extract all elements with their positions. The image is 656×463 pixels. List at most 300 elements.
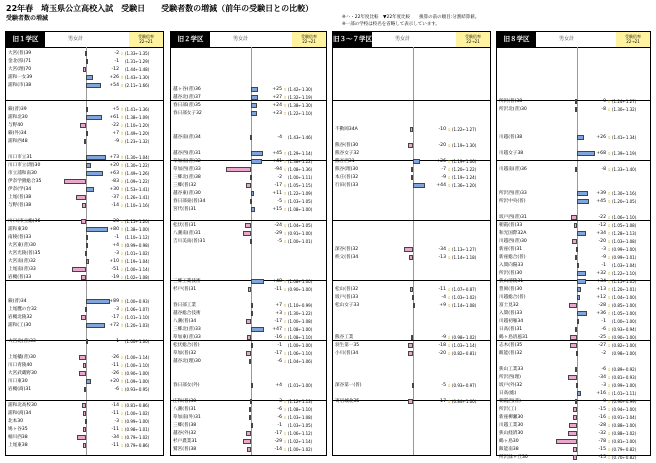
- school-name: 大宮南(普)32: [8, 259, 36, 264]
- change-bar: [413, 303, 415, 308]
- table-row: [6, 314, 163, 321]
- trend-arrow-icon: ⇧: [120, 107, 124, 112]
- table-row: [171, 238, 326, 245]
- table-row: [171, 334, 326, 341]
- table-row: [171, 350, 326, 357]
- column-header: [497, 32, 650, 48]
- school-name: 新座総合(普): [499, 255, 526, 260]
- rate-value: (1.22←1.10): [288, 111, 313, 116]
- rate-value: (1.53←1.41): [125, 187, 150, 192]
- change-bar: [575, 99, 577, 104]
- school-name: 金北(県)71: [8, 59, 32, 64]
- table-row: [6, 66, 163, 73]
- trend-arrow-icon: ⇧: [607, 295, 611, 300]
- change-bar: [84, 139, 86, 144]
- school-name: 所沢西(理): [499, 375, 521, 380]
- page-title: 22年春 埼玉県公立高校入試 受験日 受験者数の増減（前年の受験日との比較）: [6, 4, 314, 13]
- table-row: [497, 438, 650, 445]
- table-row: [171, 438, 326, 445]
- table-row: [171, 414, 326, 421]
- change-bar: [575, 367, 577, 372]
- school-name: 浦和一女39: [8, 75, 33, 80]
- change-bar: [81, 275, 86, 280]
- table-row: [6, 274, 163, 281]
- rate-value: (1.05←1.08): [612, 223, 637, 228]
- rate-value: (1.00←1.01): [288, 239, 313, 244]
- change-value: -20: [438, 351, 446, 356]
- rate-value: (1.19←1.30): [452, 143, 477, 148]
- change-value: -10: [438, 127, 446, 132]
- change-value: -12: [598, 223, 606, 228]
- change-value: +3: [275, 311, 282, 316]
- change-value: +13: [596, 287, 606, 292]
- change-value: -12: [111, 67, 119, 72]
- rate-value: (0.82←1.00): [612, 343, 637, 348]
- trend-arrow-icon: ⇩: [607, 431, 611, 436]
- rate-value: (1.01←1.10): [125, 315, 150, 320]
- school-name: 深谷(普)32: [335, 247, 359, 252]
- school-name: 小川(普)34: [335, 351, 359, 356]
- change-bar: [86, 339, 88, 344]
- rate-value: (1.03←1.14): [452, 343, 477, 348]
- school-name: 川越(普)38: [499, 135, 523, 140]
- school-name: 川越西(普)30: [499, 239, 527, 244]
- change-bar: [76, 195, 86, 200]
- rate-value: (1.20←1.22): [452, 167, 477, 172]
- trend-arrow-icon: ⇩: [607, 383, 611, 388]
- change-bar: [573, 407, 577, 412]
- table-row: [333, 294, 490, 301]
- change-bar: [404, 247, 413, 252]
- change-bar: [247, 447, 251, 452]
- rate-value: (0.89←0.92): [612, 367, 637, 372]
- table-row: [333, 246, 490, 253]
- trend-arrow-icon: ⇧: [607, 287, 611, 292]
- rate-value: (0.99←1.00): [612, 383, 637, 388]
- table-row: [497, 374, 650, 381]
- school-name: 与野40: [8, 123, 24, 128]
- rate-value: (1.10←1.16): [125, 203, 150, 208]
- rate-value: (0.70←0.82): [612, 455, 637, 460]
- rate-value: (1.08←1.00): [288, 327, 313, 332]
- change-value: -51: [111, 267, 119, 272]
- change-value: -25: [598, 335, 606, 340]
- change-bar: [86, 131, 88, 136]
- rate-value: (1.00←1.14): [125, 267, 150, 272]
- rate-value: (1.00←1.00): [125, 339, 150, 344]
- table-row: [171, 182, 326, 189]
- school-name: 入間(普)33: [499, 311, 523, 316]
- table-row: [6, 418, 163, 425]
- table-row: [6, 226, 163, 233]
- table-row: [171, 174, 326, 181]
- rate-value: (0.99←1.01): [612, 255, 637, 260]
- table-row: [171, 430, 326, 437]
- table-row: [6, 266, 163, 273]
- change-value: +23: [272, 111, 282, 116]
- trend-arrow-icon: ⇩: [447, 167, 451, 172]
- rate-value: (1.00←1.00): [612, 319, 637, 324]
- change-value: +26: [596, 135, 606, 140]
- rate-value: (1.26←1.41): [125, 195, 150, 200]
- table-row: [6, 82, 163, 89]
- change-value: -22: [111, 123, 119, 128]
- rate-value: (0.91←1.00): [288, 231, 313, 236]
- change-bar: [251, 111, 257, 116]
- table-row: [497, 318, 650, 325]
- change-value: -78: [598, 439, 606, 444]
- district-name: 旧１学区: [6, 32, 45, 47]
- trend-arrow-icon: ⇩: [447, 399, 451, 404]
- school-name: 熊谷西31: [335, 159, 355, 164]
- change-bar: [575, 399, 577, 404]
- table-row: [171, 222, 326, 229]
- change-bar: [249, 359, 251, 364]
- change-value: +41: [272, 159, 282, 164]
- rate-value: (0.98←1.02): [452, 335, 477, 340]
- table-row: [171, 206, 326, 213]
- rate-value: (1.41←1.36): [125, 107, 150, 112]
- district-column: [5, 31, 164, 456]
- trend-arrow-icon: ⇧: [283, 159, 287, 164]
- table-row: [171, 358, 326, 365]
- change-value: -32: [598, 431, 606, 436]
- trend-arrow-icon: ⇩: [283, 223, 287, 228]
- trend-arrow-icon: ⇩: [120, 419, 124, 424]
- change-value: +68: [596, 151, 606, 156]
- trend-arrow-icon: ⇧: [120, 187, 124, 192]
- trend-arrow-icon: ⇧: [283, 103, 287, 108]
- change-value: -4: [441, 295, 446, 300]
- change-value: -20: [438, 143, 446, 148]
- change-value: -1: [601, 263, 606, 268]
- rate-value: (1.28←1.13): [612, 231, 637, 236]
- school-name: 川越女子38: [499, 151, 524, 156]
- trend-arrow-icon: ⇧: [607, 311, 611, 316]
- change-value: -27: [598, 343, 606, 348]
- school-name: 浦和北高校30: [8, 403, 37, 408]
- change-value: +61: [109, 115, 119, 120]
- change-bar: [251, 343, 253, 348]
- table-row: [171, 230, 326, 237]
- note-line-1: ※ハ・22年度比較 ▼22年度比較 換算の前の順目:分割結算値。: [342, 15, 480, 20]
- change-bar: [410, 127, 413, 132]
- school-name: 越谷北(理)30: [173, 359, 201, 364]
- school-name: 坂戸西(普)31: [499, 215, 527, 220]
- change-value: -2: [114, 51, 119, 56]
- trend-arrow-icon: ⇩: [447, 127, 451, 132]
- table-row: [171, 86, 326, 93]
- change-value: -15: [598, 455, 606, 460]
- school-name: 所沢(工): [499, 407, 517, 412]
- change-bar: [408, 143, 413, 148]
- school-name: 春日部東(普)34: [173, 199, 206, 204]
- table-row: [6, 378, 163, 385]
- column-header: [171, 32, 326, 48]
- trend-arrow-icon: ⇩: [283, 231, 287, 236]
- table-row: [497, 222, 650, 229]
- trend-arrow-icon: ⇩: [120, 179, 124, 184]
- change-bar: [86, 379, 91, 384]
- school-name: 熊谷(普)30: [335, 143, 359, 148]
- trend-arrow-icon: ⇧: [283, 327, 287, 332]
- rate-value: (0.99←1.00): [612, 247, 637, 252]
- school-name: 越谷西(普)31: [173, 151, 201, 156]
- change-value: -13: [438, 255, 446, 260]
- change-value: +15: [272, 207, 282, 212]
- trend-arrow-icon: ⇩: [120, 267, 124, 272]
- change-value: +4: [275, 383, 282, 388]
- rate-value: (0.82←0.81): [452, 351, 477, 356]
- school-name: 越谷(外)32: [173, 431, 197, 436]
- change-value: -3: [114, 307, 119, 312]
- district-column: [332, 31, 491, 456]
- school-name: 所沢(普)38: [499, 99, 523, 104]
- rate-value: (1.00←1.02): [125, 411, 150, 416]
- rate-value: (1.09←1.00): [125, 379, 150, 384]
- change-value: -26: [111, 355, 119, 360]
- trend-arrow-icon: ⇩: [447, 335, 451, 340]
- trend-arrow-icon: ⇩: [120, 403, 124, 408]
- trend-arrow-icon: ⇩: [283, 407, 287, 412]
- table-row: [171, 286, 326, 293]
- rate-value: (1.14←1.18): [452, 255, 477, 260]
- table-row: [171, 190, 326, 197]
- table-row: [171, 302, 326, 309]
- school-name: 所沢(普)30: [499, 271, 523, 276]
- change-value: +20: [109, 379, 119, 384]
- table-row: [171, 422, 326, 429]
- change-value: -29: [274, 439, 282, 444]
- rate-value: (0.99←1.00): [125, 419, 150, 424]
- rate-value: (0.88←1.02): [612, 431, 637, 436]
- group-divider: [497, 160, 650, 161]
- trend-arrow-icon: ⇩: [120, 123, 124, 128]
- change-value: -11: [111, 363, 119, 368]
- rate-value: (0.90←1.00): [125, 371, 150, 376]
- table-row: [171, 166, 326, 173]
- school-name: 飯能(普)32: [499, 351, 523, 356]
- rate-value: (0.91←1.04): [612, 415, 637, 420]
- change-value: -83: [111, 179, 119, 184]
- change-value: +26: [436, 159, 446, 164]
- school-name: 大宮北(普)33: [8, 339, 36, 344]
- change-value: -9: [441, 175, 446, 180]
- change-value: -5: [277, 239, 282, 244]
- change-value: -34: [438, 247, 446, 252]
- trend-arrow-icon: ⇩: [283, 167, 287, 172]
- gender-label: 男女計: [233, 36, 249, 42]
- change-bar: [572, 239, 577, 244]
- rate-value: (1.30←1.32): [612, 107, 637, 112]
- rate-value: (1.10←0.99): [288, 303, 313, 308]
- table-row: [497, 246, 650, 253]
- trend-arrow-icon: ⇩: [607, 223, 611, 228]
- change-value: -11: [111, 443, 119, 448]
- table-row: [333, 150, 490, 157]
- trend-arrow-icon: ⇧: [283, 279, 287, 284]
- table-row: [171, 158, 326, 165]
- change-value: +26: [109, 75, 119, 80]
- rate-value: (1.00←1.14): [125, 355, 150, 360]
- trend-arrow-icon: ⇧: [120, 299, 124, 304]
- table-row: [333, 302, 490, 309]
- change-bar: [81, 219, 86, 224]
- change-value: -6: [277, 407, 282, 412]
- school-name: 越谷東(普)30: [173, 191, 201, 196]
- school-name: 八潮(普)31: [173, 407, 197, 412]
- trend-arrow-icon: ⇩: [120, 275, 124, 280]
- table-row: [497, 238, 650, 245]
- school-name: 蕨(外)34: [8, 131, 27, 136]
- rate-value: (1.30←1.16): [612, 191, 637, 196]
- change-bar: [577, 391, 581, 396]
- rate-value: (1.20←1.01): [612, 287, 637, 292]
- table-row: [171, 310, 326, 317]
- table-row: [497, 414, 650, 421]
- rate-value: (1.03←1.08): [288, 415, 313, 420]
- school-name: 鶴ヶ島30: [499, 439, 519, 444]
- school-name: 越谷南(普)34: [173, 135, 201, 140]
- trend-arrow-icon: ⇩: [283, 351, 287, 356]
- school-name: 伊奈(学)34: [8, 187, 32, 192]
- school-name: 本庄(普)32: [335, 175, 359, 180]
- change-value: -17: [274, 183, 282, 188]
- school-name: 草加南(普)32: [173, 159, 201, 164]
- trend-arrow-icon: ⇧: [120, 379, 124, 384]
- table-row: [6, 426, 163, 433]
- school-name: 川口青陵40: [8, 363, 33, 368]
- change-value: +73: [109, 155, 119, 160]
- school-name: 川越初雁34: [499, 319, 524, 324]
- trend-arrow-icon: ⇧: [283, 311, 287, 316]
- rate-value: (1.12←1.13): [288, 399, 313, 404]
- rate-header: 受験倍率 22→21: [292, 32, 326, 47]
- rate-value: (1.38←1.30): [288, 103, 313, 108]
- school-name: 坂戸(普)33: [335, 295, 359, 300]
- table-row: [333, 254, 490, 261]
- trend-arrow-icon: ⇩: [120, 363, 124, 368]
- trend-arrow-icon: ⇩: [607, 343, 611, 348]
- change-value: +34: [596, 231, 606, 236]
- school-name: 伊奈学園総合35: [8, 179, 42, 184]
- change-value: -16: [598, 415, 606, 420]
- change-bar: [577, 319, 579, 324]
- change-value: -28: [598, 423, 606, 428]
- change-value: -17: [274, 351, 282, 356]
- change-bar: [411, 175, 413, 180]
- change-value: -28: [598, 303, 606, 308]
- trend-arrow-icon: ⇩: [120, 315, 124, 320]
- school-name: 三郷(普)32: [173, 183, 197, 188]
- change-bar: [250, 399, 252, 404]
- school-name: 川越南(普)36: [499, 167, 527, 172]
- table-row: [497, 430, 650, 437]
- school-name: 坂戸(外)32: [499, 383, 523, 388]
- change-value: -15: [598, 407, 606, 412]
- school-name: 川口(市立総)36: [8, 219, 41, 224]
- school-name: 富士見32: [499, 303, 519, 308]
- trend-arrow-icon: ⇩: [447, 143, 451, 148]
- change-bar: [577, 295, 580, 300]
- school-name: 浦和(商)34: [8, 411, 32, 416]
- trend-arrow-icon: ⇩: [283, 335, 287, 340]
- rate-value: (1.03←1.08): [612, 239, 637, 244]
- rate-value: (1.30←1.22): [125, 163, 150, 168]
- school-name: 羽生第一35: [335, 343, 360, 348]
- rate-value: (1.38←1.00): [125, 227, 150, 232]
- trend-arrow-icon: ⇩: [607, 407, 611, 412]
- school-name: 朝霞(普)33: [499, 223, 523, 228]
- change-value: +11: [272, 191, 282, 196]
- change-bar: [86, 187, 94, 192]
- trend-arrow-icon: ⇧: [607, 391, 611, 396]
- table-row: [497, 422, 650, 429]
- change-value: -11: [111, 411, 119, 416]
- school-name: 宮代(普)31: [173, 207, 197, 212]
- table-row: [6, 322, 163, 329]
- change-value: +48: [272, 279, 282, 284]
- change-value: +47: [272, 327, 282, 332]
- school-name: 川口市立(理)30: [8, 163, 41, 168]
- table-row: [497, 334, 650, 341]
- trend-arrow-icon: ⇩: [120, 355, 124, 360]
- change-value: -17: [274, 319, 282, 324]
- change-bar: [86, 107, 88, 112]
- table-row: [6, 410, 163, 417]
- change-bar: [251, 303, 253, 308]
- change-value: -9: [114, 139, 119, 144]
- school-name: 杉戸(普)31: [173, 287, 197, 292]
- rate-value: (0.90←1.00): [612, 335, 637, 340]
- rate-value: (1.20←1.05): [612, 199, 637, 204]
- rate-value: (0.90←1.00): [288, 287, 313, 292]
- change-bar: [86, 75, 93, 80]
- change-bar: [412, 295, 414, 300]
- trend-arrow-icon: ⇩: [283, 319, 287, 324]
- change-value: -7: [441, 167, 446, 172]
- change-bar: [86, 235, 88, 240]
- rate-value: (1.20←1.03): [125, 323, 150, 328]
- trend-arrow-icon: ⇩: [283, 399, 287, 404]
- table-row: [171, 446, 326, 453]
- trend-arrow-icon: ⇩: [283, 439, 287, 444]
- rate-value: (1.31←1.29): [125, 59, 150, 64]
- school-name: 松山女子33: [335, 303, 360, 308]
- trend-arrow-icon: ⇧: [120, 83, 124, 88]
- school-name: 春日部工業: [173, 303, 196, 308]
- trend-arrow-icon: ⇩: [283, 183, 287, 188]
- change-value: +45: [596, 199, 606, 204]
- change-bar: [576, 351, 578, 356]
- change-bar: [411, 335, 413, 340]
- table-row: [497, 294, 650, 301]
- rate-value: (0.93←0.95): [125, 387, 150, 392]
- table-row: [497, 106, 650, 113]
- table-row: [497, 262, 650, 269]
- table-row: [171, 342, 326, 349]
- table-row: [6, 250, 163, 257]
- change-bar: [246, 431, 251, 436]
- rate-value: (1.23←1.32): [125, 139, 150, 144]
- change-bar: [576, 383, 578, 388]
- district-name: 旧３～７学区: [333, 32, 372, 47]
- school-name: 所沢北(普)30: [499, 107, 527, 112]
- school-name: 浦和西48: [8, 139, 28, 144]
- trend-arrow-icon: ⇧: [120, 75, 124, 80]
- change-bar: [568, 431, 577, 436]
- table-row: [6, 114, 163, 121]
